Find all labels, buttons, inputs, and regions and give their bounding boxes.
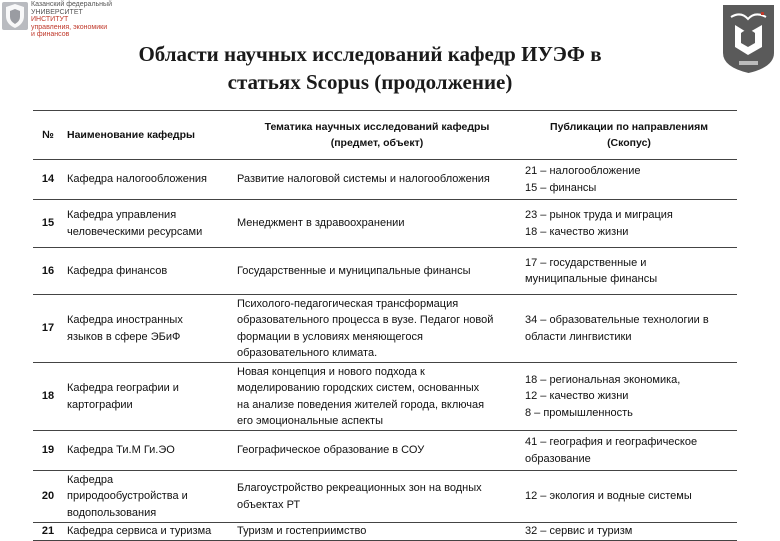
department-name bbox=[63, 295, 233, 363]
publication-areas-line: 12 – экология и водные системы bbox=[525, 490, 692, 503]
publication-areas bbox=[521, 295, 737, 363]
research-topic-line: образовательного климата. bbox=[237, 347, 378, 359]
department-name-line: Кафедра географии и bbox=[67, 382, 179, 394]
table-row bbox=[33, 363, 737, 431]
department-name-line: картографии bbox=[67, 398, 133, 411]
publication-areas-line: 41 – география и географическое bbox=[525, 436, 698, 448]
publication-areas-line: 32 – сервис и туризм bbox=[525, 525, 633, 538]
publication-areas-line: 18 – региональная экономика, bbox=[525, 373, 681, 386]
research-topic bbox=[233, 363, 521, 431]
row-number: 21 bbox=[33, 523, 63, 541]
research-topic bbox=[233, 160, 521, 200]
research-topic-line: формации в условиях меняющегося bbox=[237, 330, 423, 343]
publication-areas bbox=[521, 248, 737, 295]
table-row bbox=[33, 295, 737, 363]
publication-areas-line: 21 – налогообложение bbox=[525, 165, 641, 177]
department-name bbox=[63, 431, 233, 471]
publication-areas-line: 8 – промышленность bbox=[525, 406, 633, 419]
row-number: 14 bbox=[33, 160, 63, 200]
col-department-header: Наименование кафедры bbox=[63, 111, 233, 160]
publication-areas-line: 34 – образовательные технологии в bbox=[525, 314, 709, 326]
research-table bbox=[33, 110, 737, 541]
university-emblem bbox=[721, 3, 776, 75]
publication-areas-line: области лингвистики bbox=[525, 330, 632, 343]
department-name-line: Кафедра налогообложения bbox=[67, 173, 208, 186]
table-body bbox=[33, 160, 737, 541]
department-name-line: Кафедра иностранных bbox=[67, 314, 183, 326]
publication-areas-line: 15 – финансы bbox=[525, 181, 597, 194]
department-name bbox=[63, 160, 233, 200]
research-topic-line: образовательного процесса в вузе. Педагог новой bbox=[237, 314, 494, 326]
research-topic bbox=[233, 523, 521, 541]
department-name bbox=[63, 523, 233, 541]
table-row bbox=[33, 160, 737, 200]
row-number: 17 bbox=[33, 295, 63, 363]
department-name bbox=[63, 200, 233, 248]
research-topic-line: Менеджмент в здравоохранении bbox=[237, 217, 405, 230]
research-topic-line: Туризм и гостеприимство bbox=[237, 525, 367, 538]
row-number: 20 bbox=[33, 471, 63, 523]
publication-areas bbox=[521, 363, 737, 431]
row-number: 19 bbox=[33, 431, 63, 471]
publication-areas-line: 12 – качество жизни bbox=[525, 390, 629, 403]
department-name-line: водопользования bbox=[67, 506, 157, 519]
publication-areas-line: муниципальные финансы bbox=[525, 273, 658, 285]
table-row bbox=[33, 248, 737, 295]
table-header-row bbox=[33, 111, 737, 160]
table-row bbox=[33, 523, 737, 541]
publication-areas bbox=[521, 160, 737, 200]
table-row bbox=[33, 431, 737, 471]
table-row bbox=[33, 200, 737, 248]
department-name-line: Кафедра bbox=[67, 473, 114, 486]
col-publications-header: Публикации по направлениям (Скопус) bbox=[521, 111, 737, 160]
research-topic bbox=[233, 431, 521, 471]
department-name-line: Кафедра сервиса и туризма bbox=[67, 525, 212, 538]
institute-logo bbox=[2, 2, 28, 30]
department-name-line: Кафедра Ти.М Ги.ЭО bbox=[67, 444, 175, 457]
col-number-header: № bbox=[33, 111, 63, 160]
research-topic-line: на анализе поведения жителей города, включая bbox=[237, 398, 485, 411]
research-topic-line: его эмоциональные аспекты bbox=[237, 415, 383, 427]
publication-areas-line: 17 – государственные и bbox=[525, 256, 647, 269]
col-topic-header: Тематика научных исследований кафедры (предмет, объект) bbox=[233, 111, 521, 160]
department-name-line: Кафедра финансов bbox=[67, 264, 168, 277]
page-title: Области научных исследований кафедр ИУЭФ в статьях Scopus (продолжение) bbox=[138, 42, 602, 94]
table-row bbox=[33, 471, 737, 523]
research-topic-line: Развитие налоговой системы и налогообложения bbox=[237, 173, 490, 186]
research-topic-line: Благоустройство рекреационных зон на водных bbox=[237, 482, 482, 494]
publication-areas-line: 23 – рынок труда и миграция bbox=[525, 209, 673, 221]
institute-name: Казанский федеральный УНИВЕРСИТЕТ ИНСТИТУТ управления, экономики и финансов bbox=[31, 1, 112, 38]
department-name bbox=[63, 471, 233, 523]
department-name-line: человеческими ресурсами bbox=[67, 225, 203, 238]
publication-areas-line: образование bbox=[525, 452, 591, 465]
research-topic-line: Государственные и муниципальные финансы bbox=[237, 264, 471, 277]
research-topic-line: объектах РТ bbox=[237, 498, 301, 511]
department-name bbox=[63, 363, 233, 431]
publication-areas bbox=[521, 431, 737, 471]
department-name-line: Кафедра управления bbox=[67, 209, 177, 221]
research-topic-line: моделированию городских систем, основанных bbox=[237, 382, 480, 394]
publication-areas bbox=[521, 200, 737, 248]
research-topic bbox=[233, 295, 521, 363]
research-topic bbox=[233, 200, 521, 248]
research-topic bbox=[233, 471, 521, 523]
department-name bbox=[63, 248, 233, 295]
row-number: 16 bbox=[33, 248, 63, 295]
publication-areas bbox=[521, 523, 737, 541]
research-topic-line: Географическое образование в СОУ bbox=[237, 444, 425, 457]
department-name-line: языков в сфере ЭБиФ bbox=[67, 330, 181, 343]
research-topic-line: Новая концепция и нового подхода к bbox=[237, 365, 425, 378]
department-name-line: природообустройства и bbox=[67, 490, 188, 503]
publication-areas-line: 18 – качество жизни bbox=[525, 225, 629, 238]
publication-areas bbox=[521, 471, 737, 523]
research-topic-line: Психолого-педагогическая трансформация bbox=[237, 297, 459, 310]
row-number: 18 bbox=[33, 363, 63, 431]
research-topic bbox=[233, 248, 521, 295]
row-number: 15 bbox=[33, 200, 63, 248]
